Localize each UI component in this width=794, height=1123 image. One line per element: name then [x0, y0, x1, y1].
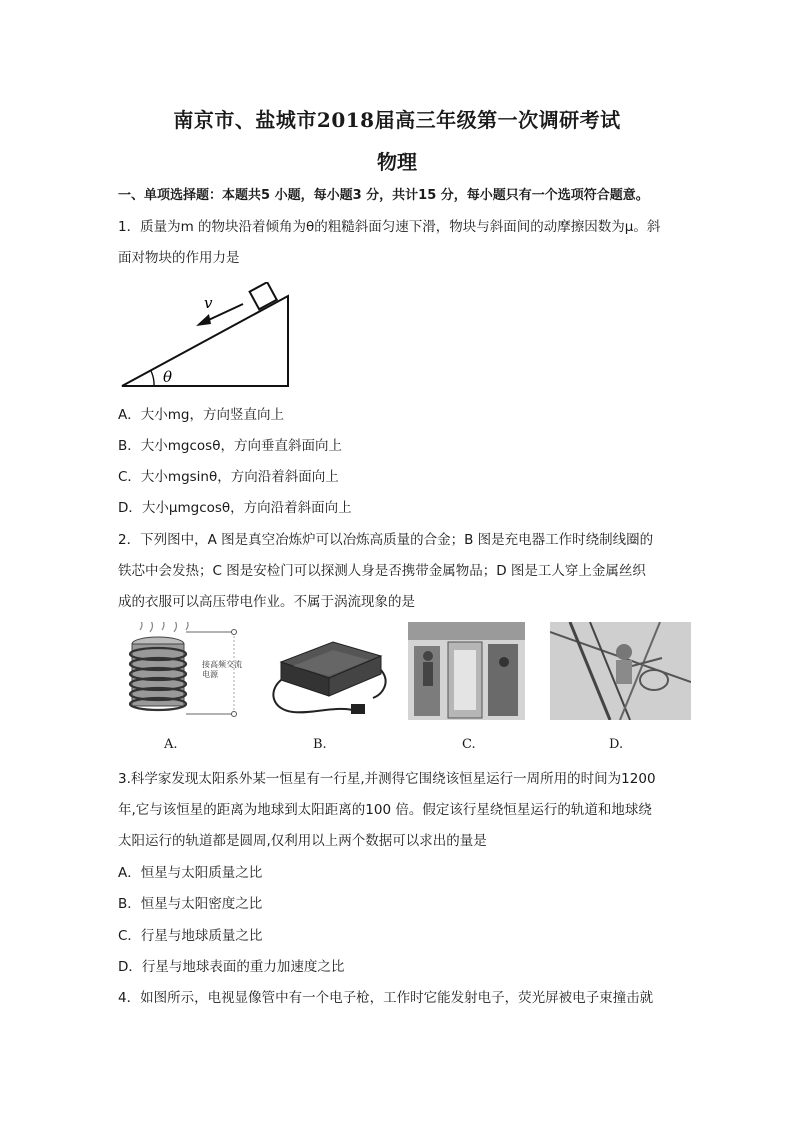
q3-option-c: C．行星与地球质量之比 — [118, 928, 263, 944]
angle-label: θ — [163, 368, 173, 386]
q1-option-d: D．大小μmgcosθ，方向沿着斜面向上 — [118, 500, 352, 516]
caption-d: D. — [609, 737, 624, 752]
figure-c-security-gate — [408, 622, 525, 720]
exam-title: 南京市、盐城市2018届高三年级第一次调研考试 — [173, 108, 621, 132]
q1-option-b: B．大小mgcosθ，方向垂直斜面向上 — [118, 438, 342, 454]
q3-option-d: D．行星与地球表面的重力加速度之比 — [118, 959, 345, 975]
figure-a-label: 接高频交流电源 — [202, 660, 242, 679]
figure-a-furnace — [118, 622, 268, 720]
q2-text-line2: 铁芯中会发热；C 图是安检门可以探测人身是否携带金属物品；D 图是工人穿上金属丝织 — [118, 563, 646, 579]
caption-a: A. — [164, 737, 178, 752]
caption-b: B. — [313, 737, 327, 752]
subject-title: 物理 — [377, 150, 417, 174]
q3-text-line2: 年,它与该恒星的距离为地球到太阳距离的100 倍。假定该行星绕恒星运行的轨道和地球绕 — [118, 802, 652, 818]
velocity-label: v — [204, 294, 213, 312]
q3-text-line1: 3.科学家发现太阳系外某一恒星有一行星,并测得它围绕该恒星运行一周所用的时间为1200 — [118, 771, 656, 787]
q2-text-line3: 成的衣服可以高压带电作业。不属于涡流现象的是 — [118, 594, 415, 610]
q1-text-line1: 1．质量为m 的物块沿着倾角为θ的粗糙斜面匀速下滑，物块与斜面间的动摩擦因数为μ。斜 — [118, 219, 661, 235]
q1-text-line2: 面对物块的作用力是 — [118, 250, 240, 266]
q1-option-a: A．大小mg，方向竖直向上 — [118, 407, 284, 423]
q1-option-c: C．大小mgsinθ，方向沿着斜面向上 — [118, 469, 339, 485]
figure-b-charger — [263, 622, 393, 720]
incline-diagram — [118, 282, 293, 392]
q3-option-a: A．恒星与太阳质量之比 — [118, 865, 263, 881]
angle-arc — [151, 371, 154, 386]
caption-c: C. — [462, 737, 476, 752]
q3-text-line3: 太阳运行的轨道都是圆周,仅利用以上两个数据可以求出的量是 — [118, 833, 487, 849]
q4-text-line1: 4．如图所示，电视显像管中有一个电子枪，工作时它能发射电子，荧光屏被电子束撞击就 — [118, 990, 654, 1006]
q3-option-b: B．恒星与太阳密度之比 — [118, 896, 263, 912]
velocity-arrowhead — [196, 314, 211, 326]
section-heading: 一、单项选择题：本题共5 小题，每小题3 分，共计15 分，每小题只有一个选项符合题意。 — [118, 188, 649, 203]
figure-d-live-line-work — [550, 622, 691, 720]
q2-text-line1: 2．下列图中，A 图是真空冶炼炉可以冶炼高质量的合金；B 图是充电器工作时绕制线圈的 — [118, 532, 654, 548]
